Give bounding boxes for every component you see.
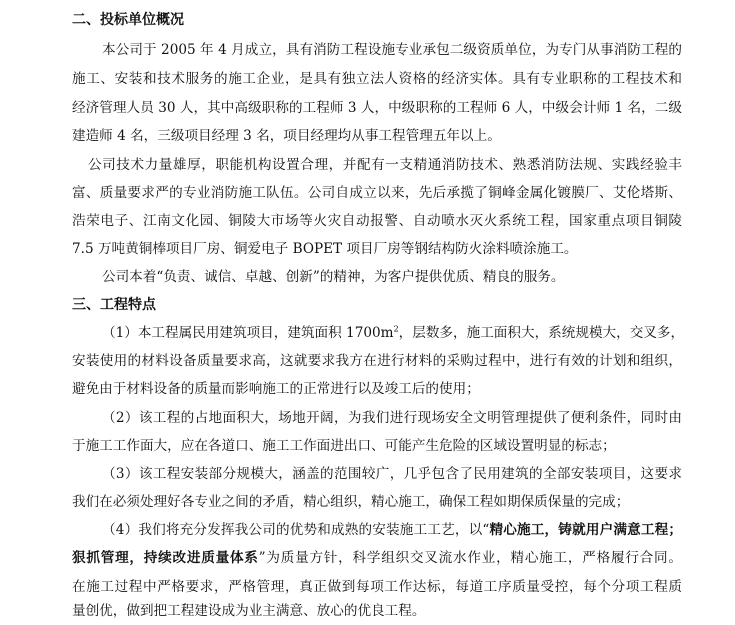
paragraph-line: 公司本着“负责、诚信、卓越、创新”的精神，为客户提供优质、精良的服务。 xyxy=(102,269,565,285)
paragraph-line xyxy=(102,520,682,540)
paragraph-line: 于施工工作面大，应在各道口、施工工作面进出口、可能产生危险的区域设置明显的标志； xyxy=(72,438,616,454)
paragraph-line: 安装使用的材料设备质量要求高，这就要求我方在进行材料的采购过程中，进行有效的计划和组织， xyxy=(72,353,682,369)
section-heading-company: 二、投标单位概况 xyxy=(72,12,184,28)
paragraph-line: 施工、安装和技术服务的施工企业，是具有独立法人资格的经济实体。具有专业职称的工程技术和 xyxy=(72,71,682,87)
paragraph-line: （2）该工程的占地面积大，场地开阔，为我们进行现场安全文明管理提供了便利条件，同时由 xyxy=(102,410,682,426)
bold-text-run: 精心施工，铸就用户满意工程； xyxy=(489,522,682,538)
paragraph-line: 经济管理人员 30 人，其中高级职称的工程师 3 人，中级职称的工程师 6 人，中级会计师 1 名，二级 xyxy=(72,100,682,116)
text-run: （1）本工程属民用建筑项目，建筑面积 1700m xyxy=(102,325,394,341)
paragraph-line: 在施工过程中严格要求，严格管理，真正做到每项工作达标，每道工序质量受控，每个分项工程质 xyxy=(72,579,682,595)
paragraph-line: 本公司于 2005 年 4 月成立，具有消防工程设施专业承包二级资质单位，为专门从事消防工程的 xyxy=(102,42,682,58)
paragraph-line xyxy=(72,548,682,568)
text-run: ，层数多，施工面积大，系统规模大，交叉多， xyxy=(398,325,685,341)
paragraph-line: 避免由于材料设备的质量而影响施工的正常进行以及竣工后的使用； xyxy=(72,381,480,397)
paragraph-line: 富、质量要求严的专业消防施工队伍。公司自成立以来，先后承揽了铜峰金属化镀膜厂、艾伦塔斯、 xyxy=(72,185,682,201)
paragraph-line: 公司技术力量雄厚，职能机构设置合理，并配有一支精通消防技术、熟悉消防法规、实践经验丰 xyxy=(88,157,682,173)
paragraph-line: 量创优，做到把工程建设成为业主满意、放心的优良工程。 xyxy=(72,603,426,619)
section-heading-features: 三、工程特点 xyxy=(72,297,156,313)
paragraph-line: 7.5 万吨黄铜棒项目厂房、铜爱电子 BOPET 项目厂房等钢结构防火涂料喷涂施工。 xyxy=(72,241,578,257)
paragraph-line: （3）该工程安装部分规模大，涵盖的范围较广，几乎包含了民用建筑的全部安装项目，这要求 xyxy=(102,466,682,482)
bold-text-run: 狠抓管理，持续改进质量体系 xyxy=(72,550,259,566)
superscript: 2 xyxy=(393,324,399,334)
paragraph-line xyxy=(102,323,685,343)
text-run: ”为质量方针，科学组织交叉流水作业，精心施工，严格履行合同。 xyxy=(258,550,682,566)
paragraph-line: 浩荣电子、江南文化园、铜陵大市场等火灾自动报警、自动喷水灭火系统工程，国家重点项目铜陵 xyxy=(72,213,682,229)
paragraph-line: 建造师 4 名，三级项目经理 3 名，项目经理均从事工程管理五年以上。 xyxy=(72,128,501,144)
text-run: （4）我们将充分发挥我公司的优势和成熟的安装施工工艺，以“ xyxy=(102,522,490,538)
paragraph-line: 我们在必须处理好各专业之间的矛盾，精心组织，精心施工，确保工程如期保质保量的完成； xyxy=(72,494,630,510)
